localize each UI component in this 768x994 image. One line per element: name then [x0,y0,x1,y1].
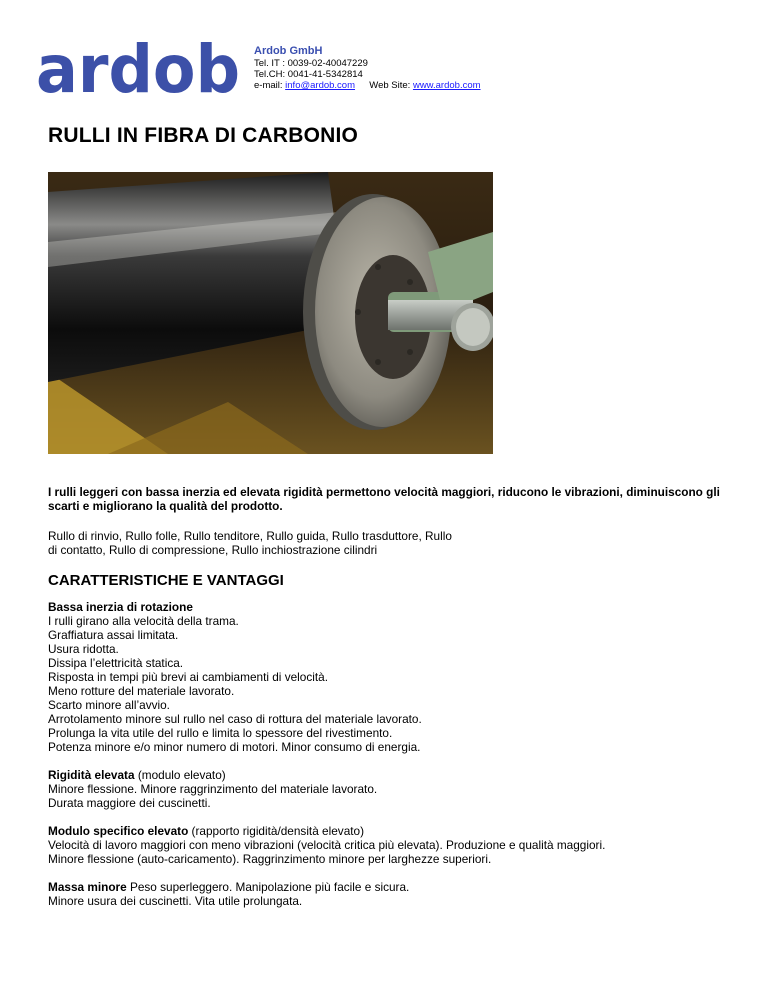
website-link[interactable]: www.ardob.com [412,80,481,91]
company-name: Ardob GmbH [254,45,323,57]
phone-switzerland: Tel.CH: 0041-41-5342814 [254,69,363,80]
feature-group-mass [48,880,728,908]
feature-heading: Rigidità elevata [48,768,135,782]
feature-line: Prolunga la vita utile del rullo e limita lo spessore del rivestimento. [48,726,393,740]
feature-line: Durata maggiore dei cuscinetti. [48,796,211,810]
feature-heading: Bassa inerzia di rotazione [48,600,193,614]
feature-heading-note: Peso superleggero. Manipolazione più facile e sicura. [126,880,410,894]
contact-line [254,80,481,91]
usage-paragraph [48,529,728,557]
section-title: CARATTERISTICHE E VANTAGGI [48,572,284,589]
usage-line: di contatto, Rullo di compressione, Rullo inchiostrazione cilindri [48,543,378,557]
page-title: RULLI IN FIBRA DI CARBONIO [48,124,359,147]
feature-line: Minore usura dei cuscinetti. Vita utile prolungata. [48,894,303,908]
feature-line: Scarto minore all’avvio. [48,698,170,712]
usage-line: Rullo di rinvio, Rullo folle, Rullo tenditore, Rullo guida, Rullo trasduttore, Rullo [48,529,452,543]
feature-heading-note: (rapporto rigidità/densità elevato) [188,824,365,838]
feature-group-modulus [48,824,728,866]
company-info [254,45,481,91]
company-logo [36,40,242,100]
feature-line: Minore flessione. Minore raggrinzimento del materiale lavorato. [48,782,378,796]
email-label: e-mail: [254,80,283,91]
feature-line: Graffiatura assai limitata. [48,628,179,642]
feature-line: Arrotolamento minore sul rullo nel caso di rottura del materiale lavorato. [48,712,422,726]
phone-italy: Tel. IT : 0039-02-40047229 [254,58,368,69]
feature-group-rigidity [48,768,728,810]
feature-heading-note: (modulo elevato) [134,768,226,782]
logo-text: ardob [36,40,240,100]
website-label: Web Site: [369,80,411,91]
email-link[interactable]: info@ardob.com [285,80,356,91]
feature-line: Risposta in tempi più brevi ai cambiamenti di velocità. [48,670,328,684]
feature-line: Usura ridotta. [48,642,119,656]
feature-heading: Modulo specifico elevato [48,824,189,838]
product-photo [48,172,493,454]
feature-line: I rulli girano alla velocità della trama. [48,614,239,628]
feature-line: Minore flessione (auto-caricamento). Raggrinzimento minore per larghezze superiori. [48,852,492,866]
feature-line: Velocità di lavoro maggiori con meno vibrazioni (velocità critica più elevata). Produzione e qualità maggiori. [48,838,606,852]
feature-line: Dissipa l’elettricità statica. [48,656,184,670]
feature-group-inertia [48,600,728,754]
feature-line: Potenza minore e/o minor numero di motori. Minor consumo di energia. [48,740,421,754]
feature-line: Meno rotture del materiale lavorato. [48,684,235,698]
content [48,485,728,922]
feature-heading: Massa minore [48,880,127,894]
intro-paragraph: I rulli leggeri con bassa inerzia ed elevata rigidità permettono velocità maggiori, riducono le vibrazioni, diminuiscono gli scarti e migliorano la qualità del prodotto. [48,485,720,513]
